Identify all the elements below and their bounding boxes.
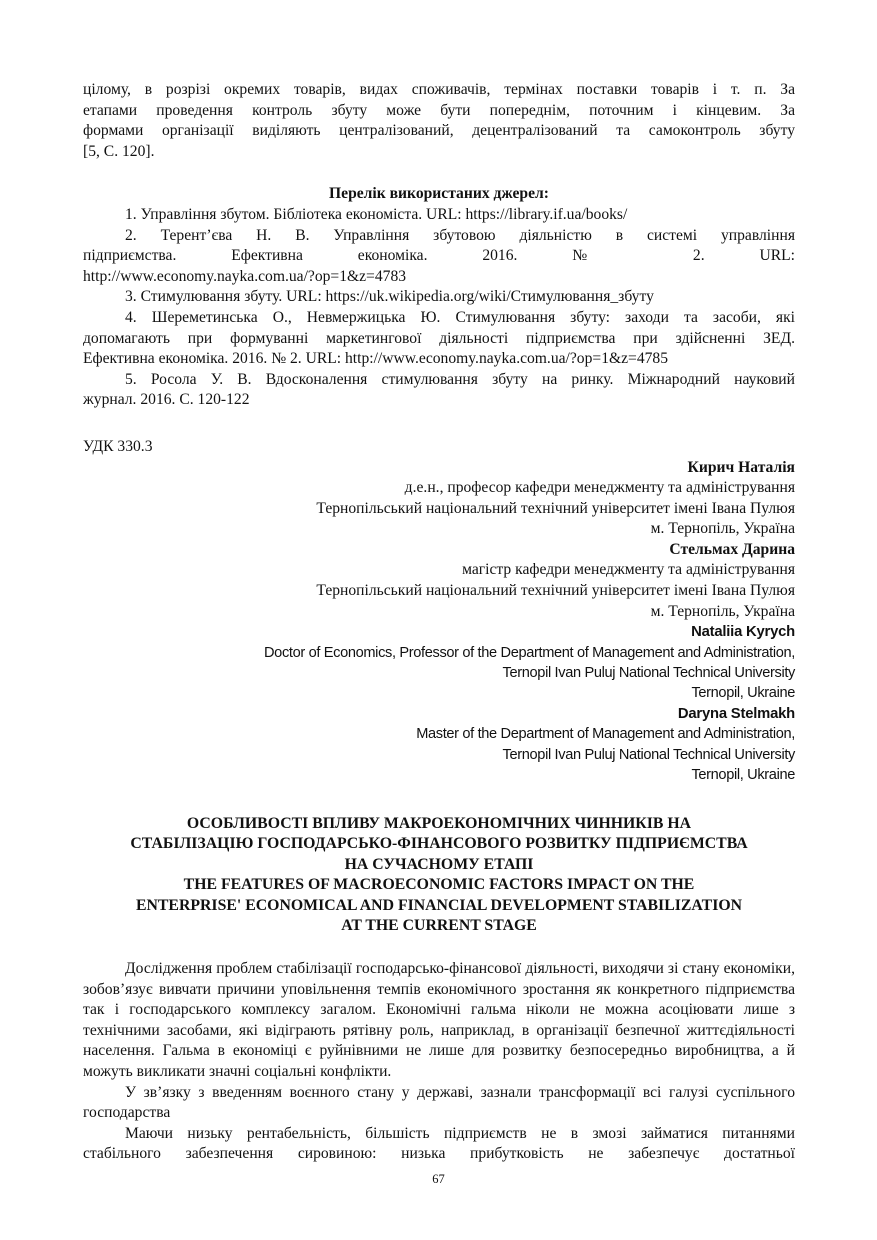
intro-line: етапами проведення контроль збуту може бути попереднім, поточним і кінцевим. За <box>83 101 795 119</box>
author-affiliation: Ternopil Ivan Puluj National Technical University <box>502 665 795 682</box>
author-position: магістр кафедри менеджменту та адміністрування <box>462 561 795 579</box>
title-line-en: AT THE CURRENT STAGE <box>341 917 537 935</box>
page-number: 67 <box>432 1172 445 1186</box>
reference-item: підприємства. Ефективна економіка. 2016. № 2. URL: <box>83 247 795 265</box>
body-paragraph: Дослідження проблем стабілізації господарсько-фінансової діяльності, виходячи зі стану економіки, зобов’язує вивчати причини уповільнення темпів економічного зростання як конкретного підприємства так і господарського комплексу загалом. Економічні гальма ніколи не можна асоціювати лише з технічними засобами, які відіграють рятівну роль, наприклад, в організації безпечної життєдіяльності населення. Гальма в економіці є руйнівними не лише для розвитку безпосередньо виробництва, а й можуть викликати значні соціальні конфлікти. <box>83 960 795 1081</box>
article-title <box>83 814 795 938</box>
author-city: Ternopil, Ukraine <box>691 685 795 702</box>
author-affiliation: Ternopil Ivan Puluj National Technical University <box>502 746 795 763</box>
author-position: Master of the Department of Management and Administration, <box>416 726 795 743</box>
author-city: м. Тернопіль, Україна <box>650 520 795 538</box>
reference-item: 3. Стимулювання збуту. URL: https://uk.wikipedia.org/wiki/Стимулювання_збуту <box>125 288 654 306</box>
udk-code: УДК 330.3 <box>83 437 153 455</box>
title-line-ua: ОСОБЛИВОСТІ ВПЛИВУ МАКРОЕКОНОМІЧНИХ ЧИННИКІВ НА <box>186 814 692 832</box>
body-paragraph-line: Маючи низьку рентабельність, більшість підприємств не в змозі займатися питаннями <box>125 1124 795 1142</box>
reference-item: Ефективна економіка. 2016. № 2. URL: http://www.economy.nayka.com.ua/?op=1&z=4785 <box>83 350 669 368</box>
author-name: Кирич Наталія <box>687 458 795 476</box>
body-paragraph: У зв’язку з введенням воєнного стану у державі, зазнали трансформації всі галузі суспільного господарства <box>83 1083 795 1122</box>
authors-ukrainian <box>83 458 795 623</box>
authors-english <box>83 622 795 785</box>
reference-item: журнал. 2016. С. 120-122 <box>83 391 250 409</box>
body-paragraph-line: стабільного забезпечення сировиною: низька прибутковість не забезпечує достатньої <box>83 1145 795 1163</box>
author-position: д.е.н., професор кафедри менеджменту та адміністрування <box>404 479 795 497</box>
reference-item: 1. Управління збутом. Бібліотека економіста. URL: https://library.if.ua/books/ <box>125 205 628 223</box>
references-title: Перелік використаних джерел: <box>329 185 549 203</box>
reference-item: http://www.economy.nayka.com.ua/?op=1&z=4783 <box>83 267 407 285</box>
title-line-en: THE FEATURES OF MACROECONOMIC FACTORS IMPACT ON THE <box>183 876 695 894</box>
author-name: Daryna Stelmakh <box>677 705 795 722</box>
reference-item: 2. Терент’єва Н. В. Управління збутовою діяльністю в системі управління <box>125 226 795 244</box>
author-city: м. Тернопіль, Україна <box>650 602 795 620</box>
author-affiliation: Тернопільський національний технічний університет імені Івана Пулюя <box>316 499 795 517</box>
reference-item: 5. Росола У. В. Вдосконалення стимулювання збуту на ринку. Міжнародний науковий <box>125 370 795 388</box>
intro-line: цілому, в розрізі окремих товарів, видах споживачів, термінах поставки товарів і т. п. За <box>83 81 795 98</box>
intro-line: формами організації виділяють централізований, децентралізований та самоконтроль збуту <box>83 122 795 140</box>
intro-paragraph <box>83 80 795 162</box>
author-name: Стельмах Дарина <box>669 540 795 558</box>
author-position: Doctor of Economics, Professor of the Department of Management and Administration, <box>263 644 795 661</box>
author-affiliation: Тернопільський національний технічний університет імені Івана Пулюя <box>316 582 795 600</box>
page-content <box>83 80 795 1165</box>
article-body <box>83 959 795 1165</box>
title-line-en: ENTERPRISE' ECONOMICAL AND FINANCIAL DEVELOPMENT STABILIZATION <box>135 896 743 914</box>
reference-item: допомагають при формуванні маркетингової діяльності підприємства при здійсненні ЗЕД. <box>83 329 795 347</box>
reference-item: 4. Шереметинська О., Невмержицька Ю. Стимулювання збуту: заходи та засоби, які <box>125 308 795 326</box>
author-name: Nataliia Kyrych <box>691 624 795 641</box>
references-list <box>83 205 795 411</box>
author-city: Ternopil, Ukraine <box>691 767 795 784</box>
intro-line: [5, С. 120]. <box>83 142 155 160</box>
title-line-ua: НА СУЧАСНОМУ ЕТАПІ <box>344 855 534 873</box>
title-line-ua: СТАБІЛІЗАЦІЮ ГОСПОДАРСЬКО-ФІНАНСОВОГО РОЗВИТКУ ПІДПРИЄМСТВА <box>130 835 748 853</box>
